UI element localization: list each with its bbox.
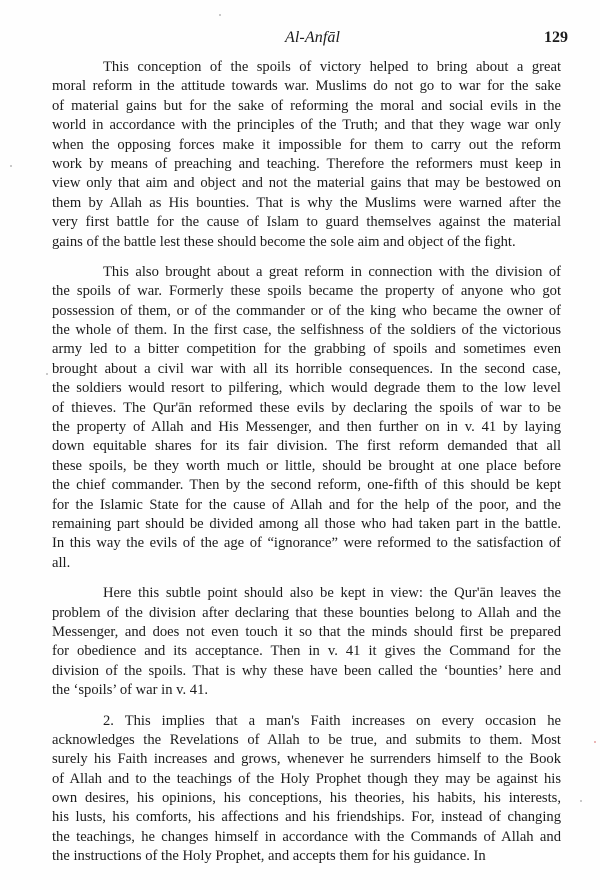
- text-line: division of the spoils. That is why these have been called the ‘bounties’ here and: [52, 662, 561, 679]
- text-line: the instructions of the Holy Prophet, and accepts them for his guidance. In: [52, 848, 486, 865]
- text-line: for obedience and its acceptance. Then in v. 41 it gives the Command for the: [52, 643, 561, 660]
- text-line: these spoils, be they worth much or little, should be brought at one place before: [52, 457, 561, 474]
- page-number: 129: [544, 29, 568, 46]
- text-line: brought about a civil war with all its horrible consequences. In the second case,: [52, 360, 561, 377]
- scan-speck: [10, 165, 12, 167]
- text-line: his lusts, his comforts, his affections and his friendships. For, instead of changing: [52, 809, 561, 826]
- text-line: very first battle for the cause of Islam to guard themselves against the material: [52, 214, 561, 231]
- text-line: the spoils of war. Formerly these spoils became the property of anyone who got: [52, 283, 561, 300]
- text-line: surely his Faith increases and grows, whenever he surrenders himself to the Book: [52, 751, 561, 768]
- scan-speck: [46, 373, 48, 375]
- text-line: of material gains but for the sake of reforming the moral and social evils in the: [52, 97, 561, 114]
- text-line: Messenger, and does not even touch it so that the minds should first be prepared: [52, 623, 561, 640]
- running-head: [0, 29, 600, 53]
- scan-speck: [580, 800, 582, 802]
- scan-speck: [594, 741, 596, 743]
- text-line: the soldiers would resort to pilfering, which would degrade them to the low level: [52, 380, 561, 397]
- text-line: Here this subtle point should also be kept in view: the Qur'ān leaves the: [103, 585, 561, 602]
- text-line: view only that aim and object and not the material gains that may be bestowed on: [52, 175, 561, 192]
- text-line: gains of the battle lest these should become the sole aim and object of the fight.: [52, 233, 516, 250]
- body-text: [52, 58, 561, 878]
- text-line: them by Allah as His bounties. That is why the Muslims were warned after the: [52, 194, 561, 211]
- text-line: In this way the evils of the age of “ignorance” were reformed to the satisfaction of: [52, 535, 561, 552]
- text-line: the chief commander. Then by the second reform, one-fifth of this should be kept: [52, 477, 561, 494]
- text-line: work by means of preaching and teaching. Therefore the reformers must keep in: [52, 155, 561, 172]
- text-line: army led to a bitter competition for the grabbing of spoils and sometimes even: [52, 341, 561, 358]
- text-line: world in accordance with the principles of the Truth; and that they wage war only: [52, 117, 561, 134]
- paragraph: [52, 584, 561, 700]
- text-line: 2. This implies that a man's Faith increases on every occasion he: [103, 712, 561, 729]
- text-line: when the opposing forces make it impossible for them to carry out the reform: [52, 136, 561, 153]
- text-line: of thieves. The Qur'ān reformed these evils by declaring the spoils of war to be: [52, 399, 561, 416]
- text-line: problem of the division after declaring that these bounties belong to Allah and the: [52, 604, 561, 621]
- text-line: acknowledges the Revelations of Allah to be true, and submits to them. Most: [52, 731, 561, 748]
- text-line: the property of Allah and His Messenger, and then further on in v. 41 by laying: [52, 419, 561, 436]
- running-title: Al-Anfāl: [285, 29, 341, 46]
- scan-speck: [219, 14, 221, 16]
- text-line: the whole of them. In the first case, the selfishness of the soldiers of the victorious: [52, 322, 561, 339]
- text-line: the ‘spoils’ of war in v. 41.: [52, 682, 209, 699]
- text-line: own desires, his opinions, his conceptions, his theories, his habits, his interests,: [52, 790, 561, 807]
- paragraph: [52, 58, 561, 252]
- text-line: remaining part should be divided among all those who had taken part in the battle.: [52, 515, 561, 532]
- text-line: all.: [52, 554, 71, 571]
- text-line: This also brought about a great reform in connection with the division of: [103, 263, 561, 280]
- paragraph: [52, 712, 561, 867]
- text-line: This conception of the spoils of victory helped to bring about a great: [103, 59, 561, 75]
- text-line: of Allah and to the teachings of the Holy Prophet though they may be against his: [52, 770, 561, 787]
- text-line: the teachings, he changes himself in accordance with the Commands of Allah and: [52, 828, 561, 845]
- text-line: down equitable shares for its fair division. The first reform demanded that all: [52, 438, 561, 455]
- text-line: moral reform in the attitude towards war. Muslims do not go to war for the sake: [52, 78, 561, 95]
- text-line: possession of them, or of the commander or of the king who became the owner of: [52, 302, 561, 319]
- paragraph: [52, 263, 561, 573]
- text-line: for the Islamic State for the cause of Allah and for the help of the poor, and the: [52, 496, 561, 513]
